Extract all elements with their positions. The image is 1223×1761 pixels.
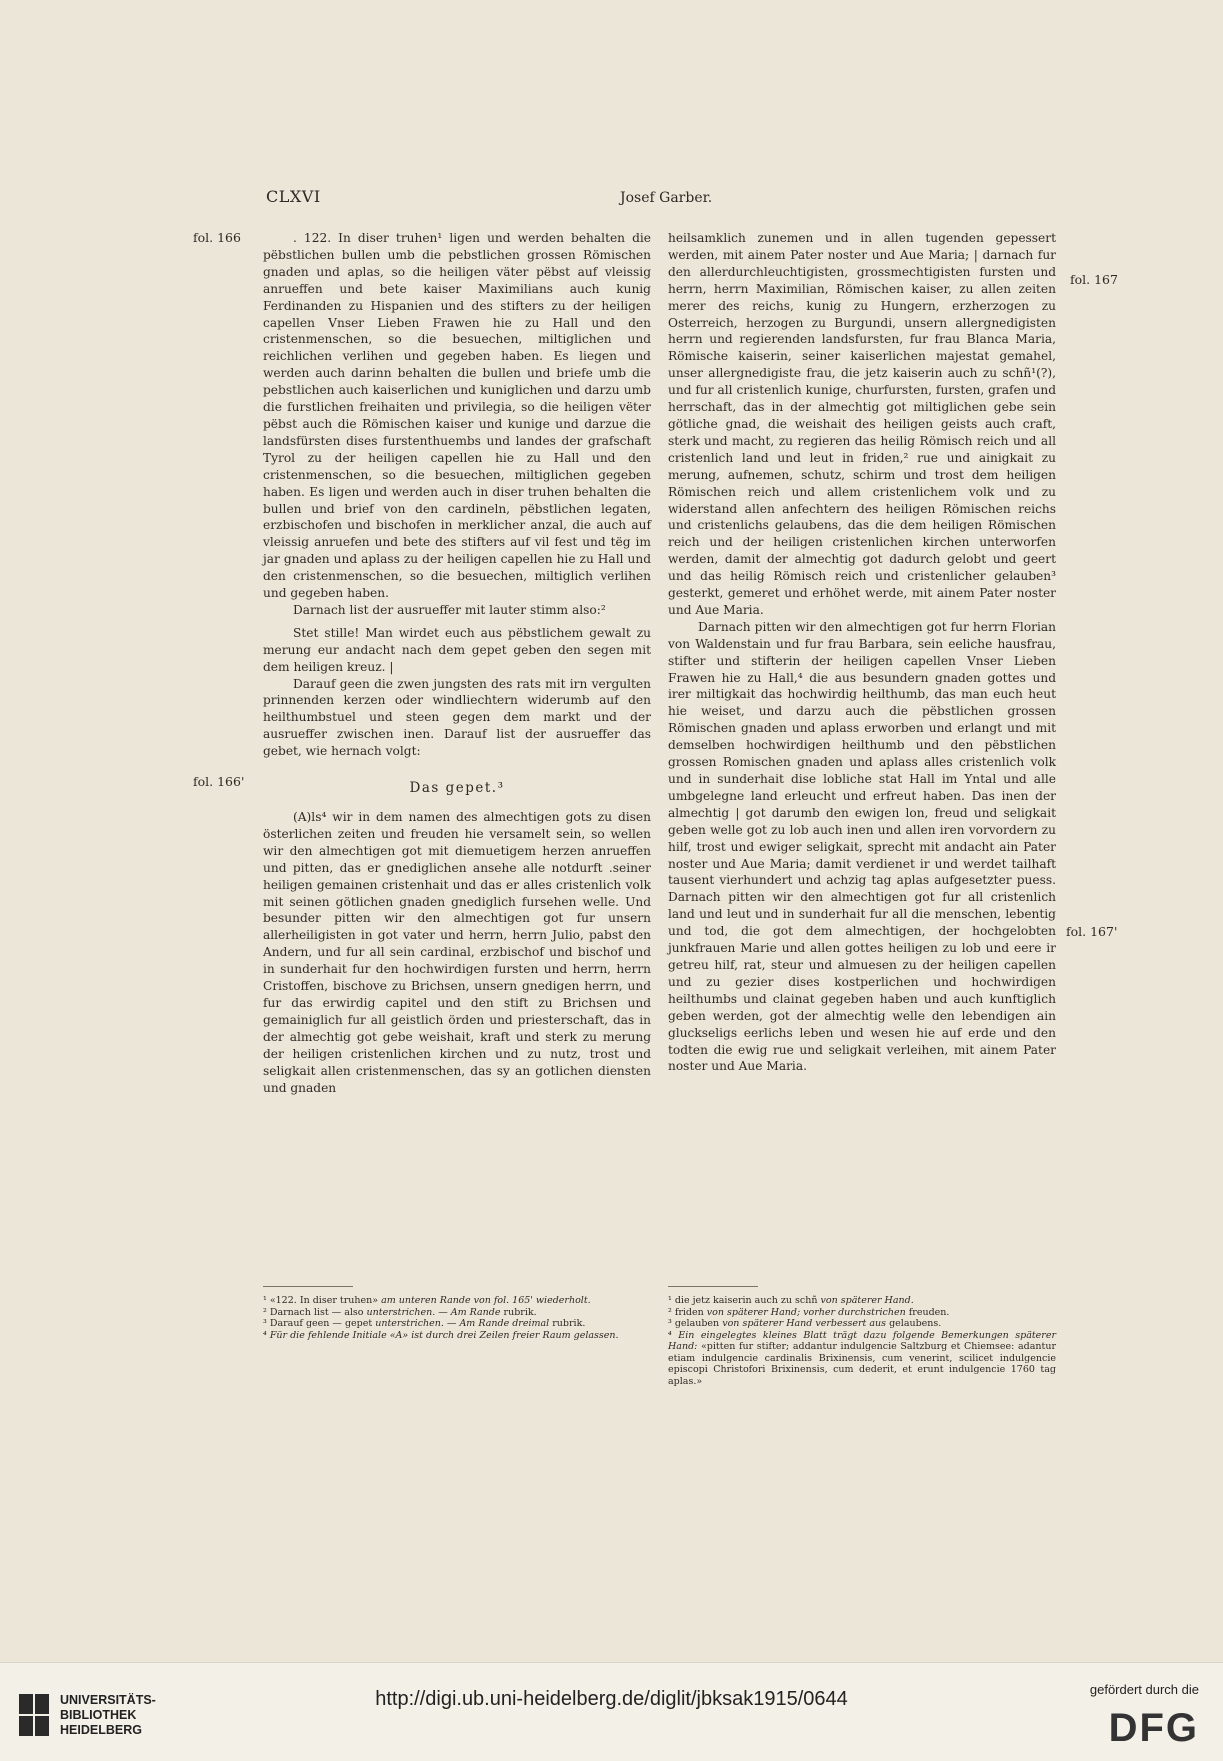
running-head-author: Josef Garber.: [620, 190, 713, 206]
paragraph-prayer: (A)ls⁴ wir in dem namen des almechtigen gots zu disen österlichen zeiten und freuden hie versamelt sein, so wellen wir den almechtigen got mit diemuetigem herzen anrueffen und pitten, das er gnediglichen ansehe alle notdurft .seiner heiligen gemainen cristenhait und das er alles cristenlich volk mit seinen götlichen gnaden gnediglich fursehen welle. Und besunder pitten wir den almechtigen got fur unsern allerheiligisten in got vater und herrn, herrn Julio, pabst den Andern, und fur all sein cardinal, erzbischof und bischof und in sunderhait fur den hochwirdigen fursten und herrn, herrn Cristoffen, bischove zu Brichsen, unsern gnedigen herrn, und fur das erwirdig capitel und den stift zu Brichsen und gemainiglich fur all geistlich örden und priesterschaft, das in der almechtig got gebe weishait, kraft und sterk zu merung der heiligen cristenlichen kirchen und zu nutz, trost und seligkait allen cristenmenschen, das sy an gotlichen diensten und gnaden: [263, 810, 651, 1095]
paragraph-prayer-continued: heilsamklich zunemen und in allen tugenden gepessert werden, mit ainem Pater noster und Aue Maria; | darnach fur den allerdurchleuchtigisten, grossmechtigisten fursten und herrn, herrn Maximilian, Römischen kaiser, zu allen zeiten merer des reichs, kunig zu Hungern, erzherzogen zu Osterreich, herzogen zu Burgundi, unsern allergnedigisten herrn und regierenden landsfursten, fur frau Blanca Maria, Römische kaiserin, seiner kaiserlichen majestat gemahel, unser allergnedigiste frau, die jetz kaiserin auch zu schñ¹(?), und fur all cristenlich kunige, churfursten, fursten, grafen und herrschaft, das in der almechtig got miltiglichen gebe sein götliche gnad, die weishait des heiligen geists auch craft, sterk und macht, zu regieren das heilig Römisch reich und all cristenlich land und leut in friden,² rue und ainigkait zu merung, aufnemen, schutz, schirm und trost dem heiligen Römischen reich und allem cristenlichem volk und zu widerstand allen anfechtern des heiligen Römischen reichs und cristenlichs gelaubens, das die dem heiligen Römischen reich und der heiligen cristenlichen kirchen unterworfen werden, damit der almechtig got dadurch gelobt und geert und das heilig Römisch reich und cristenlicher gelauben³ gesterkt, gemeret und erhöhet werde, mit ainem Pater noster und Aue Maria.: [668, 231, 1056, 617]
footnote-rule-left: [263, 1286, 353, 1287]
footnote-r4: ⁴ Ein eingelegtes kleines Blatt trägt dazu folgende Bemerkungen späterer Hand: «pitten fur stifter; addantur indulgencie Saltzburg et Chiemsee: adantur etiam indulgencie cardinalis Brixinensis, cum venerint, scilicet indulgencie episcopi Christofori Brixinensis, cum dederit, et erunt indulgencie 1760 tag aplas.»: [668, 1329, 1056, 1387]
footnotes-right: [668, 1295, 1056, 1387]
footnote-1: ¹ «122. In diser truhen» am unteren Rande von fol. 165' wiederholt.: [263, 1295, 591, 1306]
paragraph-122: . 122. In diser truhen¹ ligen und werden behalten die pëbstlichen bullen umb die pebstlichen grossen Römischen gnaden und aplas, so die heiligen väter pëbst auf vleissig anrueffen und bete kaiser Maximilians auch kunig Ferdinanden zu Hispanien und des stifters zu der heiligen capellen Vnser Lieben Frawen hie zu Hall und den cristenmenschen, so die besuechen, miltiglichen und reichlichen verlihen und gegeben haben. Es liegen und werden auch darinn behalten die bullen und briefe umb die pebstlichen auch kaiserlichen und kuniglichen und darzu umb die furstlichen freihaiten und privilegia, so die heiligen vëter pëbst auch die Römischen kaiser und kunige und darzue die landsfürsten dises furstenthuembs und landes der grafschaft Tyrol zu der heiligen capellen hie zu Hall und den cristenmenschen, so die besuechen, miltiglichen gegeben haben. Es ligen und werden auch in diser truhen behalten die bullen und brief von den cardineln, pëbstlichen legaten, erzbischofen und bischofen in merklicher anzal, die auch auf vleissig anruefen und bete des stifters auf vil fest und tëg im jar gnaden und aplass zu der heiligen capellen hie zu Hall und den cristenmenschen, so die besuechen, miltiglich verlihen und gegeben haben.: [263, 231, 651, 601]
paragraph-ausrueffer: Darnach list der ausrueffer mit lauter stimm also:²: [293, 602, 606, 617]
margin-note-fol-166v: fol. 166': [193, 774, 245, 789]
paragraph-darnach-pitten: Darnach pitten wir den almechtigen got fur herrn Florian von Waldenstain und fur frau Barbara, sein eeliche hausfrau, stifter und stifterin der heiligen capellen Vnser Lieben Frawen hie zu Hall,⁴ die aus besundern gnaden gottes und irer miltigkait das hochwirdig heilthumb, das man euch heut hie weiset, und darzu auch die pëbstlichen grossen Römischen gnaden und aplass erworben und erlangt und mit demselben hochwirdigen heilthumb und den pëbstlichen grossen Romischen gnaden und aplass alles cristenlich volk und in sunderhait dise lobliche stat Hall im Yntal und alle umbgelegne land erleucht und erfreut haben. Das inen der almechtig | got darumb den ewigen lon, freud und seligkait geben welle got zu lob auch inen und allen iren vorvordern zu hilf, trost und ewiger seligkait, sprecht mit andacht ain Pater noster und Aue Maria; damit verdienet ir und werdet tailhaft tausent vierhundert und achzig tag aplas aufgesetzter puess. Darnach pitten wir den almechtigen got fur all cristenlich land und leut und in sunderhait fur all die menschen, lebentig und tod, die got dem almechtigen, der hochgelobten junkfrauen Marie und allen gottes heiligen zu lob und eere ir getreu hilf, rat, steur und almuesen zu der heiligen capellen und zu gezier dises kostperlichen und hochwirdigen heilthumbs und clainat gegeben haben und auch kunftiglich geben werden, got der almechtig welle den lebendigen ain gluckseligs eerlichs leben und wesen hie auf erde und den todten die ewig rue und seligkait verleihen, mit ainem Pater noster und Aue Maria.: [668, 619, 1056, 1074]
footnote-r2: ² friden von späterer Hand; vorher durchstrichen freuden.: [668, 1306, 950, 1318]
footnote-r1: ¹ die jetz kaiserin auch zu schñ von späterer Hand.: [668, 1295, 914, 1306]
margin-note-fol-167: fol. 167: [1070, 272, 1118, 287]
dfg-logo: DFG: [1108, 1706, 1199, 1750]
right-text-column: [668, 230, 1056, 1075]
library-name: UNIVERSITÄTS- BIBLIOTHEK HEIDELBERG: [60, 1693, 156, 1737]
margin-note-fol-166: fol. 166: [193, 230, 241, 245]
footnote-2: ² Darnach list — also unterstrichen. — Am Rande rubrik.: [263, 1306, 537, 1318]
left-text-column: [263, 230, 651, 1096]
section-heading-gepet: Das gepet.³: [409, 780, 505, 797]
paragraph-darauf: Darauf geen die zwen jungsten des rats mit irn vergulten prinnenden kerzen oder windliechtern widerumb auf den heilthumbstuel und steen gegen dem markt und der ausrueffer zwischen inen. Darauf list der ausrueffer das gebet, wie hernach volgt:: [263, 676, 651, 759]
footnote-4: ⁴ Für die fehlende Initiale «A» ist durch drei Zeilen freier Raum gelassen.: [263, 1329, 619, 1341]
source-url-link[interactable]: http://digi.ub.uni-heidelberg.de/diglit/jbksak1915/0644: [375, 1688, 848, 1710]
footnote-3: ³ Darauf geen — gepet unterstrichen. — Am Rande dreimal rubrik.: [263, 1318, 586, 1329]
footnote-r3: ³ gelauben von späterer Hand verbessert aus gelaubens.: [668, 1318, 942, 1329]
page-numeral: CLXVI: [266, 187, 321, 206]
funding-label: gefördert durch die: [1089, 1682, 1199, 1697]
viewer-footer: [0, 1662, 1223, 1761]
margin-note-fol-167v: fol. 167': [1066, 924, 1118, 939]
paragraph-stet-stille: Stet stille! Man wirdet euch aus pëbstlichem gewalt zu merung eur andacht nach dem gepet geben den segen mit dem heiligen kreuz. |: [263, 625, 651, 674]
footnotes-left: [263, 1295, 651, 1341]
footnote-rule-right: [668, 1286, 758, 1287]
